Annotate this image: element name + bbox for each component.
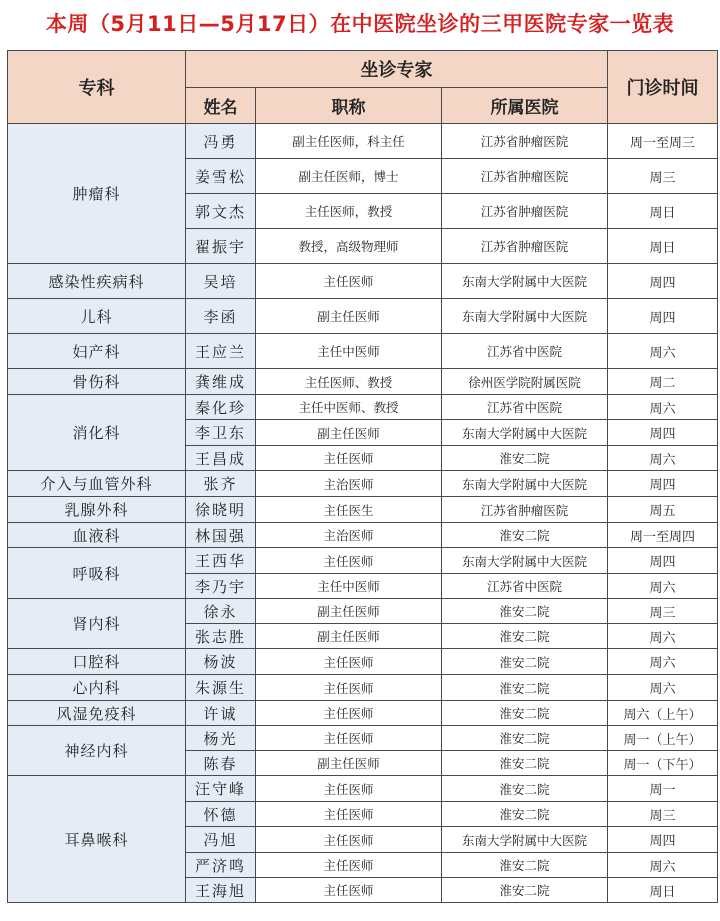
table-row — [8, 369, 718, 395]
header-clinic-time: 门诊时间 — [608, 51, 718, 124]
clinic-time-cell: 周四 — [608, 548, 718, 574]
department-cell: 心内科 — [8, 675, 186, 701]
department-cell: 神经内科 — [8, 726, 186, 776]
doctor-name-cell: 王应兰 — [186, 334, 256, 369]
table-row — [8, 523, 718, 548]
doctor-name-cell: 吴培 — [186, 264, 256, 299]
position-cell: 主任医师 — [256, 264, 442, 299]
clinic-time-cell: 周四 — [608, 299, 718, 334]
position-cell: 主任医师 — [256, 878, 442, 903]
doctor-name-cell: 王海旭 — [186, 878, 256, 903]
table-row — [8, 675, 718, 701]
clinic-time-cell: 周五 — [608, 497, 718, 523]
department-cell: 妇产科 — [8, 334, 186, 369]
hospital-cell: 江苏省肿瘤医院 — [442, 124, 608, 159]
hospital-cell: 东南大学附属中大医院 — [442, 471, 608, 497]
hospital-cell: 淮安二院 — [442, 802, 608, 827]
position-cell: 主任医师 — [256, 649, 442, 675]
header-name: 姓名 — [186, 88, 256, 124]
clinic-time-cell: 周日 — [608, 229, 718, 264]
department-cell: 感染性疾病科 — [8, 264, 186, 299]
table-row — [8, 299, 718, 334]
table-row — [8, 599, 718, 624]
hospital-cell: 东南大学附属中大医院 — [442, 264, 608, 299]
table-row — [8, 548, 718, 574]
doctor-name-cell: 姜雪松 — [186, 159, 256, 194]
position-cell: 副主任医师，科主任 — [256, 124, 442, 159]
doctor-name-cell: 李函 — [186, 299, 256, 334]
department-cell: 消化科 — [8, 395, 186, 471]
hospital-cell: 江苏省肿瘤医院 — [442, 229, 608, 264]
position-cell: 主任医师 — [256, 802, 442, 827]
clinic-time-cell: 周六 — [608, 574, 718, 599]
department-cell: 乳腺外科 — [8, 497, 186, 523]
table-row — [8, 701, 718, 726]
position-cell: 主任医师 — [256, 548, 442, 574]
hospital-cell: 东南大学附属中大医院 — [442, 827, 608, 853]
doctor-name-cell: 冯旭 — [186, 827, 256, 853]
department-cell: 骨伤科 — [8, 369, 186, 395]
doctor-name-cell: 张志胜 — [186, 624, 256, 649]
clinic-time-cell: 周三 — [608, 802, 718, 827]
department-cell: 儿科 — [8, 299, 186, 334]
hospital-cell: 淮安二院 — [442, 751, 608, 776]
doctor-name-cell: 冯勇 — [186, 124, 256, 159]
department-cell: 呼吸科 — [8, 548, 186, 599]
clinic-time-cell: 周六（上午） — [608, 701, 718, 726]
hospital-cell: 淮安二院 — [442, 675, 608, 701]
hospital-cell: 江苏省肿瘤医院 — [442, 497, 608, 523]
hospital-cell: 东南大学附属中大医院 — [442, 299, 608, 334]
table-row — [8, 471, 718, 497]
doctor-name-cell: 杨波 — [186, 649, 256, 675]
clinic-time-cell: 周一至周四 — [608, 523, 718, 548]
position-cell: 主任医师 — [256, 827, 442, 853]
doctor-name-cell: 张齐 — [186, 471, 256, 497]
clinic-time-cell: 周四 — [608, 827, 718, 853]
department-cell: 肾内科 — [8, 599, 186, 649]
doctor-name-cell: 李卫东 — [186, 420, 256, 446]
position-cell: 副主任医师 — [256, 624, 442, 649]
doctor-name-cell: 陈春 — [186, 751, 256, 776]
position-cell: 主任中医师、教授 — [256, 395, 442, 420]
position-cell: 主任医生 — [256, 497, 442, 523]
doctor-name-cell: 怀德 — [186, 802, 256, 827]
hospital-cell: 徐州医学院附属医院 — [442, 369, 608, 395]
hospital-cell: 淮安二院 — [442, 649, 608, 675]
doctor-name-cell: 朱源生 — [186, 675, 256, 701]
clinic-time-cell: 周六 — [608, 624, 718, 649]
header-position: 职称 — [256, 88, 442, 124]
clinic-time-cell: 周一至周三 — [608, 124, 718, 159]
doctor-name-cell: 许诚 — [186, 701, 256, 726]
clinic-time-cell: 周四 — [608, 264, 718, 299]
header-department: 专科 — [8, 51, 186, 124]
table-body — [8, 124, 718, 903]
position-cell: 主治医师 — [256, 471, 442, 497]
clinic-time-cell: 周一 — [608, 776, 718, 802]
clinic-time-cell: 周六 — [608, 853, 718, 878]
clinic-time-cell: 周四 — [608, 420, 718, 446]
doctor-name-cell: 汪守峰 — [186, 776, 256, 802]
doctor-name-cell: 徐永 — [186, 599, 256, 624]
clinic-time-cell: 周六 — [608, 334, 718, 369]
hospital-cell: 江苏省中医院 — [442, 334, 608, 369]
doctor-name-cell: 王西华 — [186, 548, 256, 574]
doctor-name-cell: 龚维成 — [186, 369, 256, 395]
position-cell: 副主任医师 — [256, 751, 442, 776]
hospital-cell: 江苏省肿瘤医院 — [442, 194, 608, 229]
hospital-cell: 东南大学附属中大医院 — [442, 420, 608, 446]
position-cell: 主任医师、教授 — [256, 369, 442, 395]
doctor-name-cell: 王昌成 — [186, 446, 256, 471]
hospital-cell: 淮安二院 — [442, 701, 608, 726]
position-cell: 主任医师，教授 — [256, 194, 442, 229]
position-cell: 主任医师 — [256, 701, 442, 726]
position-cell: 副主任医师 — [256, 420, 442, 446]
page-title: 本周（5月11日—5月17日）在中医院坐诊的三甲医院专家一览表 — [45, 12, 675, 36]
position-cell: 副主任医师 — [256, 299, 442, 334]
position-cell: 主任中医师 — [256, 334, 442, 369]
clinic-time-cell: 周六 — [608, 675, 718, 701]
doctor-name-cell: 郭文杰 — [186, 194, 256, 229]
department-cell: 口腔科 — [8, 649, 186, 675]
department-cell: 风湿免疫科 — [8, 701, 186, 726]
position-cell: 副主任医师，博士 — [256, 159, 442, 194]
position-cell: 主任医师 — [256, 776, 442, 802]
clinic-time-cell: 周三 — [608, 599, 718, 624]
position-cell: 主任中医师 — [256, 574, 442, 599]
hospital-cell: 淮安二院 — [442, 599, 608, 624]
department-cell: 血液科 — [8, 523, 186, 548]
position-cell: 主任医师 — [256, 726, 442, 751]
doctor-name-cell: 严济鸣 — [186, 853, 256, 878]
hospital-cell: 淮安二院 — [442, 726, 608, 751]
department-cell: 介入与血管外科 — [8, 471, 186, 497]
hospital-cell: 东南大学附属中大医院 — [442, 548, 608, 574]
hospital-cell: 江苏省中医院 — [442, 395, 608, 420]
department-cell: 肿瘤科 — [8, 124, 186, 264]
position-cell: 主治医师 — [256, 523, 442, 548]
doctor-name-cell: 李乃宇 — [186, 574, 256, 599]
hospital-cell: 淮安二院 — [442, 446, 608, 471]
table-row — [8, 264, 718, 299]
hospital-cell: 江苏省中医院 — [442, 574, 608, 599]
table-row — [8, 497, 718, 523]
position-cell: 教授，高级物理师 — [256, 229, 442, 264]
header-hospital: 所属医院 — [442, 88, 608, 124]
header-experts: 坐诊专家 — [186, 51, 608, 88]
clinic-time-cell: 周二 — [608, 369, 718, 395]
table-row — [8, 124, 718, 159]
clinic-time-cell: 周一（下午） — [608, 751, 718, 776]
expert-schedule-table — [7, 50, 718, 903]
clinic-time-cell: 周日 — [608, 878, 718, 903]
hospital-cell: 淮安二院 — [442, 624, 608, 649]
doctor-name-cell: 林国强 — [186, 523, 256, 548]
clinic-time-cell: 周六 — [608, 446, 718, 471]
clinic-time-cell: 周六 — [608, 649, 718, 675]
position-cell: 副主任医师 — [256, 599, 442, 624]
clinic-time-cell: 周三 — [608, 159, 718, 194]
clinic-time-cell: 周一（上午） — [608, 726, 718, 751]
position-cell: 主任医师 — [256, 853, 442, 878]
table-row — [8, 334, 718, 369]
doctor-name-cell: 徐晓明 — [186, 497, 256, 523]
hospital-cell: 淮安二院 — [442, 853, 608, 878]
hospital-cell: 淮安二院 — [442, 523, 608, 548]
clinic-time-cell: 周四 — [608, 471, 718, 497]
hospital-cell: 淮安二院 — [442, 776, 608, 802]
doctor-name-cell: 翟振宇 — [186, 229, 256, 264]
clinic-time-cell: 周六 — [608, 395, 718, 420]
doctor-name-cell: 秦化珍 — [186, 395, 256, 420]
table-row — [8, 776, 718, 802]
table-row — [8, 649, 718, 675]
table-row — [8, 395, 718, 420]
doctor-name-cell: 杨光 — [186, 726, 256, 751]
department-cell: 耳鼻喉科 — [8, 776, 186, 903]
hospital-cell: 江苏省肿瘤医院 — [442, 159, 608, 194]
table-row — [8, 726, 718, 751]
clinic-time-cell: 周日 — [608, 194, 718, 229]
position-cell: 主任医师 — [256, 446, 442, 471]
position-cell: 主任医师 — [256, 675, 442, 701]
hospital-cell: 淮安二院 — [442, 878, 608, 903]
